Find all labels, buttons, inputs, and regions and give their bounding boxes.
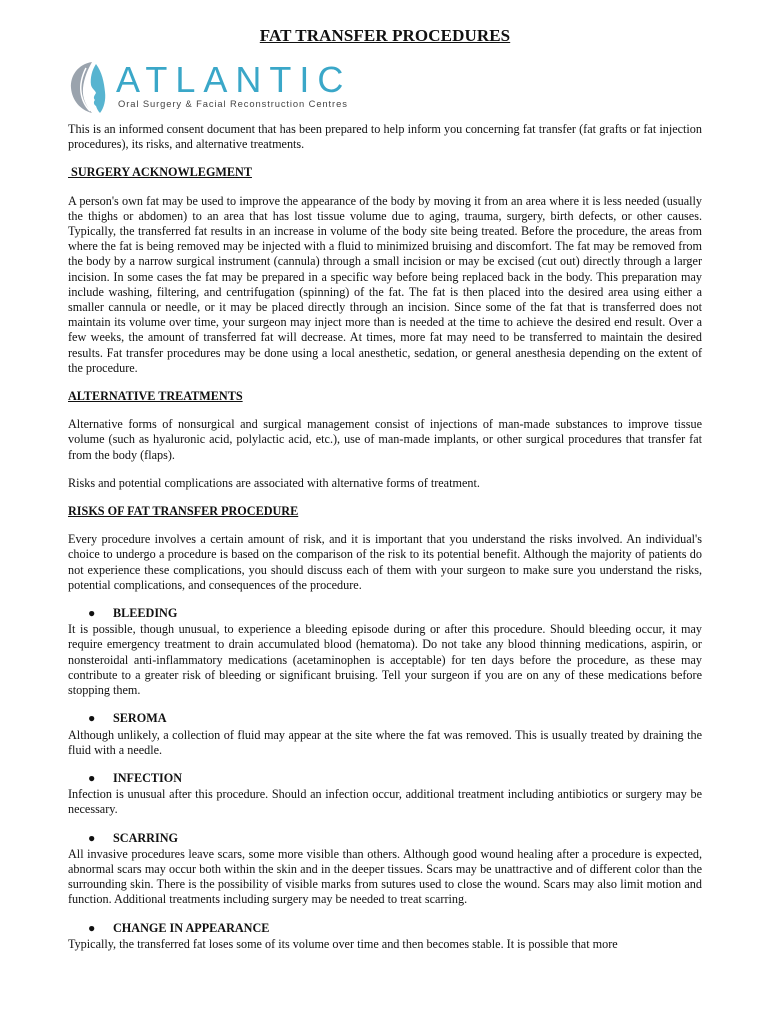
risk-title: CHANGE IN APPEARANCE [113, 920, 270, 935]
risk-title: INFECTION [113, 770, 183, 785]
risk-item-infection [68, 771, 702, 818]
risk-item-scarring [68, 831, 702, 908]
bullet-icon: ● [88, 920, 96, 935]
risk-text: Infection is unusual after this procedure. Should an infection occur, additional treatment including antibiotics or surgery may be necessary. [68, 787, 702, 817]
alternatives-risk-paragraph: Risks and potential complications are associated with alternative forms of treatment. [68, 475, 480, 490]
bullet-icon: ● [88, 606, 96, 621]
risk-text: Although unlikely, a collection of fluid may appear at the site where the fat was removed. This is usually treated by draining the fluid with a needle. [68, 727, 702, 757]
alternatives-paragraph: Alternative forms of nonsurgical and surgical management consist of injections of man-made substances to improve tissue volume (such as hyaluronic acid, polylactic acid, etc.), use of man-made implants, or other surgical procedures that transfer fat from the body (flaps). [68, 417, 702, 462]
risk-title: BLEEDING [113, 606, 178, 621]
bullet-icon: ● [88, 830, 96, 845]
risk-title: SCARRING [113, 830, 179, 845]
document-body [68, 122, 702, 965]
acknowledgment-heading: SURGERY ACKNOWLEGMENT [68, 165, 252, 180]
risks-paragraph: Every procedure involves a certain amount of risk, and it is important that you understand the risks involved. An individual's choice to undergo a procedure is based on the comparison of the risk to its potential benefit. Although the majority of patients do not experience these complications, you should discuss each of them with your surgeon to make sure you understand the risks, potential complications, and consequences of the procedure. [68, 532, 702, 592]
bullet-icon: ● [88, 770, 96, 785]
atlantic-logo [66, 58, 352, 116]
bullet-icon: ● [88, 711, 96, 726]
acknowledgment-paragraph: A person's own fat may be used to improve the appearance of the body by moving it from an area where it is less needed (usually the thighs or abdomen) to an area that has lost tissue volume due to aging, trauma, surgery, birth defects, or other causes. Typically, the transferred fat results in an increase in volume of the body site being treated. Before the procedure, the areas from where the fat is being removed may be injected with a fluid to minimized bruising and discomfort. The fat may be removed from the body by a narrow surgical instrument (cannula) through a small incision or may be excised (cut out) directly through a larger incision. In some cases the fat may be prepared in a specific way before being replaced back in the body. This preparation may include washing, filtering, and centrifugation (spinning) of the fat. The fat is then placed into the desired area using either a smaller cannula or needle, or it may be placed directly through an incision. Since some of the fat that is transferred does not maintain its volume over time, your surgeon may inject more than is needed at the time to achieve the desired end result. Over a few weeks, the amount of transferred fat will decrease. At times, more fat may need to be transferred to maintain the desired results. Fat transfer procedures may be done using a local anesthetic, sedation, or general anesthesia depending on the extent of the procedure. [68, 193, 702, 375]
risk-text: Typically, the transferred fat loses some of its volume over time and then becomes stable. It is possible that more [68, 936, 618, 951]
logo-tagline: Oral Surgery & Facial Reconstruction Centres [118, 98, 348, 109]
page-title: FAT TRANSFER PROCEDURES [259, 26, 511, 45]
risk-text: It is possible, though unusual, to experience a bleeding episode during or after this procedure. Should bleeding occur, it may require emergency treatment to drain accumulated blood (hematoma). Do not take any blood thinning medications, aspirin, or nonsteroidal anti-inflammatory medications (acetaminophen is acceptable) for ten days before the procedure, as these may contribute to a greater risk of bleeding or significant bruising. Tell your surgeon if you are on any of these medications before stopping them. [68, 622, 702, 698]
alternatives-heading: ALTERNATIVE TREATMENTS [68, 389, 243, 404]
risk-text: All invasive procedures leave scars, some more visible than others. Although good wound healing after a procedure is expected, abnormal scars may occur both within the skin and in the deeper tissues. Scars may be unattractive and of different color than the surrounding skin. There is the possibility of visible marks from sutures used to close the wound. Scars may also limit motion and function. Additional treatments including surgery may be needed to treat scarring. [68, 846, 702, 907]
risk-item-bleeding [68, 606, 702, 698]
intro-paragraph: This is an informed consent document that has been prepared to help inform you concerning fat transfer (fat grafts or fat injection procedures), its risks, and alternative treatments. [68, 122, 702, 152]
risk-item-change-in-appearance [68, 921, 702, 952]
face-profile-icon [66, 58, 110, 116]
risks-heading: RISKS OF FAT TRANSFER PROCEDURE [68, 504, 299, 519]
risk-item-seroma [68, 711, 702, 758]
logo-wordmark: ATLANTIC [116, 59, 352, 100]
risk-title: SEROMA [113, 711, 167, 726]
